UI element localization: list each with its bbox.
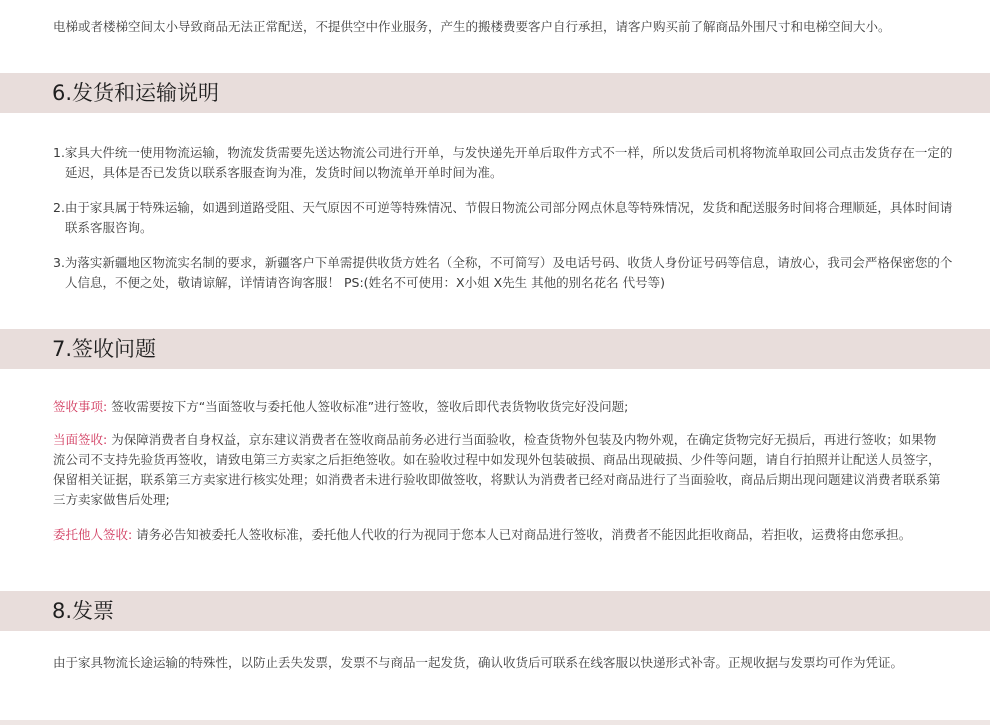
- invoice-paragraph: 由于家具物流长途运输的特殊性，以防止丢失发票，发票不与商品一起发货，确认收货后可联系在线客服以快递形式补寄。正规收据与发票均可作为凭证。: [53, 655, 904, 670]
- receipt-in-person-text: 为保障消费者自身权益，京东建议消费者在签收商品前务必进行当面验收，检查货物外包装及内物外观，在确定货物完好无损后，再进行签收；如果物流公司不支持先验货再签收，请致电第三方卖家之后拒绝签收。如在验收过程中如发现外包装破损、商品出现破损、少件等问题，请自行拍照并让配送人员签字，保留相关证据，联系第三方卖家进行核实处理；如消费者未进行验收即做签收，将默认为消费者已经对商品进行了当面验收，商品后期出现问题建议消费者联系第三方卖家做售后处理;: [53, 432, 941, 507]
- receipt-notes-text: 签收需要按下方“当面签收与委托他人签收标准”进行签收，签收后即代表货物收货完好没问题;: [107, 399, 629, 414]
- receipt-in-person-label: 当面签收:: [53, 432, 108, 447]
- section-header-shipping: [0, 73, 990, 113]
- receipt-notes-label: 签收事项:: [53, 399, 108, 414]
- section-header-receipt: [0, 329, 990, 369]
- shipping-item-2: 2.由于家具属于特殊运输，如遇到道路受阻、天气原因不可逆等特殊情况、节假日物流公司部分网点休息等特殊情况，发货和配送服务时间将合理顺延，具体时间请联系客服咨询。: [53, 200, 953, 235]
- receipt-proxy-label: 委托他人签收:: [53, 527, 133, 542]
- receipt-item-notes: [53, 397, 948, 417]
- bottom-divider: [0, 720, 990, 725]
- shipping-item-1: 1.家具大件统一使用物流运输，物流发货需要先送达物流公司进行开单，与发快递先开单后取件方式不一样，所以发货后司机将物流单取回公司点击发货存在一定的延迟，具体是否已发货以联系客服查询为准，发货时间以物流单开单时间为准。: [53, 145, 953, 180]
- shipping-item-3: 3.为落实新疆地区物流实名制的要求，新疆客户下单需提供收货方姓名（全称，不可简写）及电话号码、收货人身份证号码等信息，请放心，我司会严格保密您的个人信息，不便之处，敬请谅解，详情请咨询客服！ PS:(姓名不可使用：X小姐 X先生 其他的别名花名 代号等): [53, 255, 953, 290]
- section-title-receipt: 7.签收问题: [52, 337, 157, 361]
- intro-paragraph: 电梯或者楼梯空间太小导致商品无法正常配送，不提供空中作业服务，产生的搬楼费要客户自行承担，请客户购买前了解商品外围尺寸和电梯空间大小。: [53, 19, 891, 34]
- section-title-shipping: 6.发货和运输说明: [52, 81, 220, 105]
- section-header-invoice: [0, 591, 990, 631]
- section-title-invoice: 8.发票: [52, 599, 115, 623]
- receipt-item-proxy: [53, 525, 948, 545]
- receipt-proxy-text: 请务必告知被委托人签收标准，委托他人代收的行为视同于您本人已对商品进行签收，消费者不能因此拒收商品，若拒收，运费将由您承担。: [132, 527, 912, 542]
- receipt-item-in-person: [53, 430, 948, 510]
